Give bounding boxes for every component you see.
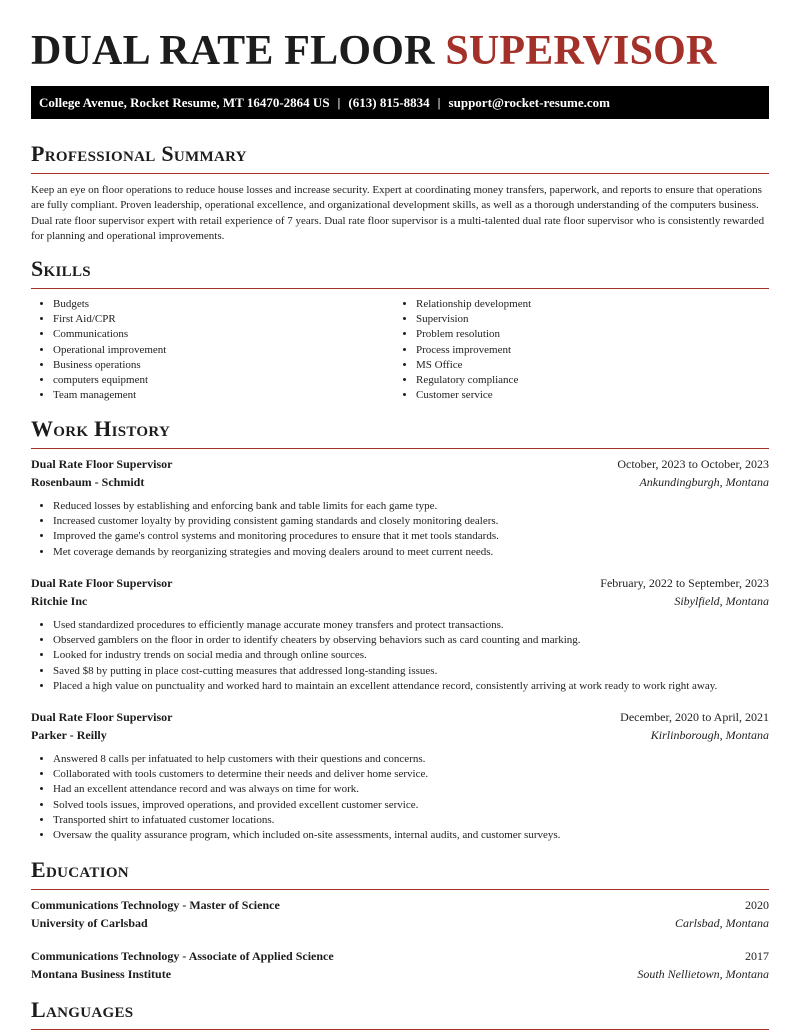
skill-item: • Business operations bbox=[53, 358, 394, 373]
job-bullets bbox=[31, 499, 769, 560]
job-location: Sibylfield, Montana bbox=[674, 594, 769, 608]
job-company: Ritchie Inc bbox=[31, 594, 88, 608]
section-title-summary: Professional Summary bbox=[31, 141, 247, 166]
education-header bbox=[31, 947, 769, 965]
job-bullet: • Had an excellent attendance record and was always on time for work. bbox=[53, 782, 769, 797]
job-title: Dual Rate Floor Supervisor bbox=[31, 457, 173, 471]
job-location: Kirlinborough, Montana bbox=[650, 728, 769, 742]
job-header bbox=[31, 708, 769, 726]
job-subheader bbox=[31, 726, 769, 744]
job-bullets bbox=[31, 752, 769, 843]
education-degree: Communications Technology - Master of Science bbox=[31, 898, 280, 912]
contact-email[interactable]: support@rocket-resume.com bbox=[448, 95, 610, 110]
contact-separator: | bbox=[337, 95, 341, 110]
contact-phone[interactable]: (613) 815-8834 bbox=[348, 95, 430, 110]
section-title-education: Education bbox=[31, 857, 129, 882]
education-entry bbox=[31, 896, 769, 932]
education-year: 2020 bbox=[745, 898, 769, 912]
contact-separator: | bbox=[437, 95, 441, 110]
job-location: Ankundingburgh, Montana bbox=[639, 475, 769, 489]
job-company: Rosenbaum - Schmidt bbox=[31, 475, 145, 489]
skill-item: • First Aid/CPR bbox=[53, 312, 394, 327]
job-entry bbox=[31, 574, 769, 694]
job-dates: February, 2022 to September, 2023 bbox=[600, 576, 769, 590]
section-title-work-history: Work History bbox=[31, 416, 171, 441]
job-bullet: • Answered 8 calls per infatuated to help customers with their questions and concerns. bbox=[53, 752, 769, 767]
skills-right-column bbox=[394, 297, 757, 403]
education-location: Carlsbad, Montana bbox=[674, 916, 769, 930]
summary-section bbox=[31, 141, 769, 244]
job-title: Dual Rate Floor Supervisor bbox=[31, 576, 173, 590]
skill-item: • Supervision bbox=[416, 312, 757, 327]
education-year: 2017 bbox=[745, 949, 769, 963]
job-bullet: • Solved tools issues, improved operations, and provided excellent customer service. bbox=[53, 798, 769, 813]
education-subheader bbox=[31, 914, 769, 932]
contact-bar bbox=[31, 86, 769, 119]
education-school: University of Carlsbad bbox=[31, 916, 148, 930]
skill-item: • Communications bbox=[53, 327, 394, 342]
job-bullet: • Oversaw the quality assurance program, which included on-site assessments, internal audits, and customer surveys. bbox=[53, 828, 769, 843]
skill-item: • Budgets bbox=[53, 297, 394, 312]
summary-text: Keep an eye on floor operations to reduce house losses and increase security. Expert at coordinating money transfers, paperwork, and reports to ensure that operations are fully compliant. Proven leadership, operational excellence, and organizational development skills, as well as a thorough understanding of the computers business. Dual rate floor supervisor expert with retail experience of 7 years. Dual rate floor supervisor is a multi-talented dual rate floor supervisor who is consistently rewarded for planning and operational improvements. bbox=[31, 184, 765, 242]
skill-item: • Relationship development bbox=[416, 297, 757, 312]
education-section bbox=[31, 857, 769, 890]
languages-section bbox=[31, 997, 769, 1030]
section-divider bbox=[31, 448, 769, 449]
education-header bbox=[31, 896, 769, 914]
skill-item: • Customer service bbox=[416, 388, 757, 403]
job-bullet: • Placed a high value on punctuality and worked hard to maintain an excellent attendance record, consistently arriving at work ready to work right away. bbox=[53, 679, 769, 694]
job-bullet: • Collaborated with tools customers to determine their needs and deliver home service. bbox=[53, 767, 769, 782]
skill-item: • computers equipment bbox=[53, 373, 394, 388]
name-first-part: DUAL RATE FLOOR bbox=[31, 28, 435, 74]
education-location: South Nellietown, Montana bbox=[637, 967, 769, 981]
job-subheader bbox=[31, 473, 769, 491]
contact-address: College Avenue, Rocket Resume, MT 16470-2864 US bbox=[39, 95, 330, 110]
job-title: Dual Rate Floor Supervisor bbox=[31, 710, 173, 724]
skill-item: • Team management bbox=[53, 388, 394, 403]
skill-item: • MS Office bbox=[416, 358, 757, 373]
skill-item: • Problem resolution bbox=[416, 327, 757, 342]
job-subheader bbox=[31, 592, 769, 610]
skill-item: • Process improvement bbox=[416, 343, 757, 358]
job-bullet: • Transported shirt to infatuated customer locations. bbox=[53, 813, 769, 828]
job-bullet: • Looked for industry trends on social media and through online sources. bbox=[53, 648, 769, 663]
name-last-part: SUPERVISOR bbox=[445, 28, 717, 74]
job-bullets bbox=[31, 618, 769, 694]
section-divider bbox=[31, 889, 769, 890]
candidate-name bbox=[31, 0, 769, 84]
section-title-skills: Skills bbox=[31, 256, 91, 281]
work-history-section bbox=[31, 416, 769, 449]
job-entry bbox=[31, 708, 769, 843]
job-header bbox=[31, 574, 769, 592]
job-bullet: • Increased customer loyalty by providing consistent gaming standards and closely monitoring dealers. bbox=[53, 514, 769, 529]
job-bullet: • Used standardized procedures to efficiently manage accurate money transfers and protect transactions. bbox=[53, 618, 769, 633]
job-bullet: • Saved $8 by putting in place cost-cutting measures that addressed long-standing issues. bbox=[53, 664, 769, 679]
section-divider bbox=[31, 288, 769, 289]
education-entry bbox=[31, 947, 769, 983]
job-header bbox=[31, 455, 769, 473]
education-degree: Communications Technology - Associate of Applied Science bbox=[31, 949, 334, 963]
section-divider bbox=[31, 173, 769, 174]
job-dates: October, 2023 to October, 2023 bbox=[617, 457, 769, 471]
skills-left-column bbox=[31, 297, 394, 403]
job-bullet: • Observed gamblers on the floor in order to identify cheaters by observing behaviors such as card counting and marking. bbox=[53, 633, 769, 648]
job-bullet: • Improved the game's control systems and monitoring procedures to ensure that it met tools standards. bbox=[53, 529, 769, 544]
job-dates: December, 2020 to April, 2021 bbox=[620, 710, 769, 724]
job-entry bbox=[31, 455, 769, 560]
skill-item: • Regulatory compliance bbox=[416, 373, 757, 388]
skills-columns bbox=[31, 297, 769, 403]
section-divider bbox=[31, 1029, 769, 1030]
section-title-languages: Languages bbox=[31, 997, 134, 1022]
education-subheader bbox=[31, 965, 769, 983]
skill-item: • Operational improvement bbox=[53, 343, 394, 358]
job-bullet: • Met coverage demands by reorganizing strategies and moving dealers around to meet current needs. bbox=[53, 545, 769, 560]
job-company: Parker - Reilly bbox=[31, 728, 107, 742]
education-school: Montana Business Institute bbox=[31, 967, 172, 981]
job-bullet: • Reduced losses by establishing and enforcing bank and table limits for each game type. bbox=[53, 499, 769, 514]
skills-section bbox=[31, 256, 769, 403]
